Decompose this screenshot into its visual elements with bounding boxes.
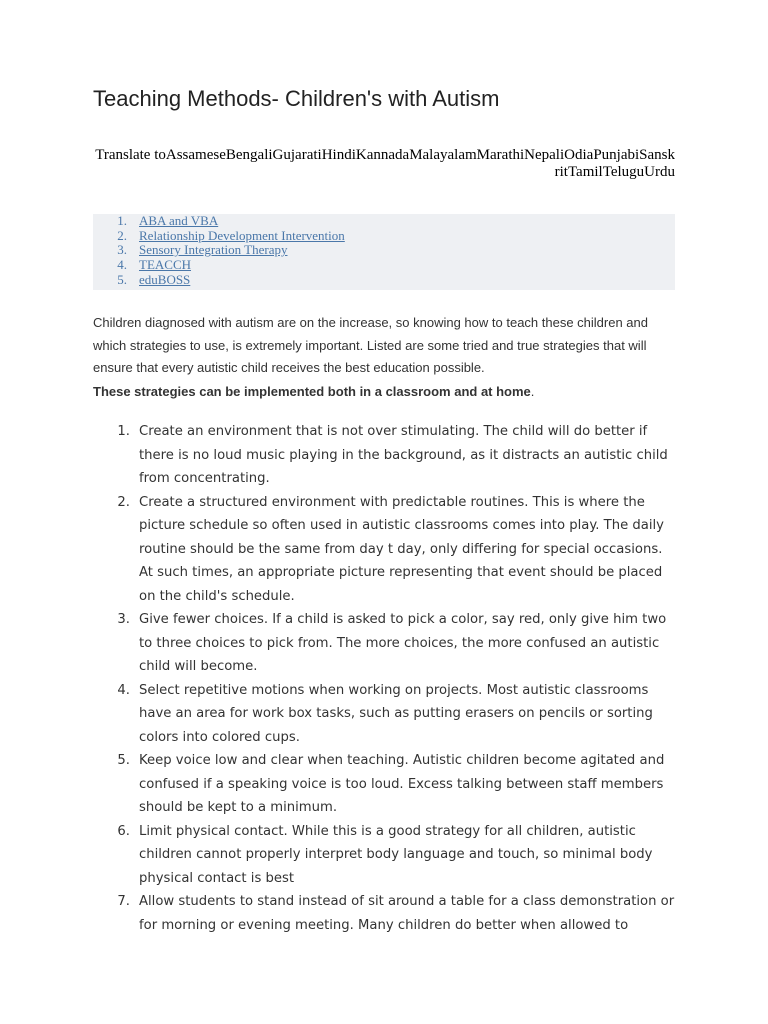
list-item-text: Allow students to stand instead of sit around a table for a class demonstration or for morning or evening meeting. Many children do better when allowed to bbox=[139, 894, 675, 933]
toc-number: 2. bbox=[117, 227, 127, 243]
language-link-assamese[interactable]: Assamese bbox=[165, 147, 226, 163]
list-item-number: 7. bbox=[117, 894, 130, 909]
language-link-urdu[interactable]: Urdu bbox=[644, 164, 675, 180]
toc-item bbox=[93, 258, 345, 273]
language-link-sanskrit[interactable]: Sanskrit bbox=[554, 147, 675, 180]
list-item-number: 4. bbox=[117, 682, 130, 698]
toc-link-teacch[interactable]: TEACCH bbox=[139, 257, 191, 273]
intro-paragraph: Children diagnosed with autism are on the increase, so knowing how to teach these children and which strategies to use, is extremely important. Listed are some tried and true strategies that will ensure that every autistic child receives the best education possible. bbox=[93, 315, 649, 375]
list-item-number: 2. bbox=[117, 494, 130, 510]
list-item-number: 5. bbox=[117, 753, 130, 768]
language-link-bengali[interactable]: Bengali bbox=[225, 147, 273, 163]
list-item bbox=[93, 608, 675, 679]
page-title: Teaching Methods- Children's with Autism bbox=[93, 86, 500, 111]
list-item bbox=[93, 749, 675, 820]
list-item-text: Create a structured environment with predictable routines. This is where the picture schedule so often used in autistic classrooms comes into play. The daily routine should be the same from day t day, only differing for special occasions. At such times, an appropriate picture representing that event should be placed on the child's schedule. bbox=[139, 494, 664, 604]
list-item-number: 1. bbox=[117, 424, 130, 439]
language-link-nepali[interactable]: Nepali bbox=[524, 147, 565, 163]
list-item-number: 6. bbox=[117, 823, 130, 839]
strategies-note bbox=[93, 381, 693, 403]
strategies-note-tail: . bbox=[530, 384, 535, 399]
language-link-tamil[interactable]: Tamil bbox=[567, 164, 603, 180]
list-item-text: Keep voice low and clear when teaching. Autistic children become agitated and confused if a speaking voice is too loud. Excess talking between staff members should be kept to a minimum. bbox=[139, 753, 665, 815]
toc-number: 5. bbox=[117, 271, 127, 287]
list-item-text: Give fewer choices. If a child is asked to pick a color, say red, only give him two to three choices to pick from. The more choices, the more confused an autistic child will become. bbox=[139, 612, 667, 674]
list-item bbox=[93, 491, 675, 609]
translate-label: Translate to bbox=[95, 147, 166, 163]
list-item-number: 3. bbox=[117, 612, 130, 627]
language-link-telugu[interactable]: Telugu bbox=[602, 164, 645, 180]
toc-link-rdi[interactable]: Relationship Development Intervention bbox=[139, 227, 345, 243]
list-item-text: Limit physical contact. While this is a good strategy for all children, autistic children cannot properly interpret body language and touch, so minimal body physical contact is best bbox=[139, 823, 653, 886]
strategies-note-bold: These strategies can be implemented both in a classroom and at home bbox=[93, 384, 531, 399]
language-link-gujarati[interactable]: Gujarati bbox=[272, 147, 322, 163]
toc-link-aba-vba[interactable]: ABA and VBA bbox=[139, 213, 219, 228]
toc-item bbox=[93, 214, 345, 229]
language-link-odia[interactable]: Odia bbox=[564, 147, 594, 163]
language-link-marathi[interactable]: Marathi bbox=[476, 147, 525, 163]
list-item-text: Create an environment that is not over stimulating. The child will do better if there is no loud music playing in the background, as it distracts an autistic child from concentrating. bbox=[139, 424, 668, 486]
language-link-punjabi[interactable]: Punjabi bbox=[593, 147, 640, 163]
translate-bar bbox=[93, 147, 675, 181]
list-item bbox=[93, 820, 675, 891]
language-link-malayalam[interactable]: Malayalam bbox=[409, 147, 477, 163]
toc-number: 3. bbox=[117, 242, 127, 258]
language-link-hindi[interactable]: Hindi bbox=[321, 147, 356, 163]
strategy-list bbox=[93, 420, 675, 937]
toc-number: 1. bbox=[117, 213, 127, 228]
toc-number: 4. bbox=[117, 257, 127, 273]
list-item-text: Select repetitive motions when working on projects. Most autistic classrooms have an area for work box tasks, such as putting erasers on pencils or sorting colors into colored cups. bbox=[139, 682, 653, 745]
toc-item bbox=[93, 243, 345, 258]
list-item bbox=[93, 420, 675, 491]
toc-link-eduboss[interactable]: eduBOSS bbox=[139, 271, 191, 287]
toc-item bbox=[93, 229, 345, 244]
table-of-contents bbox=[93, 214, 675, 290]
toc-item bbox=[93, 273, 345, 288]
toc-link-sensory-integration[interactable]: Sensory Integration Therapy bbox=[139, 242, 288, 258]
language-link-kannada[interactable]: Kannada bbox=[355, 147, 410, 163]
list-item bbox=[93, 890, 675, 937]
list-item bbox=[93, 679, 675, 750]
